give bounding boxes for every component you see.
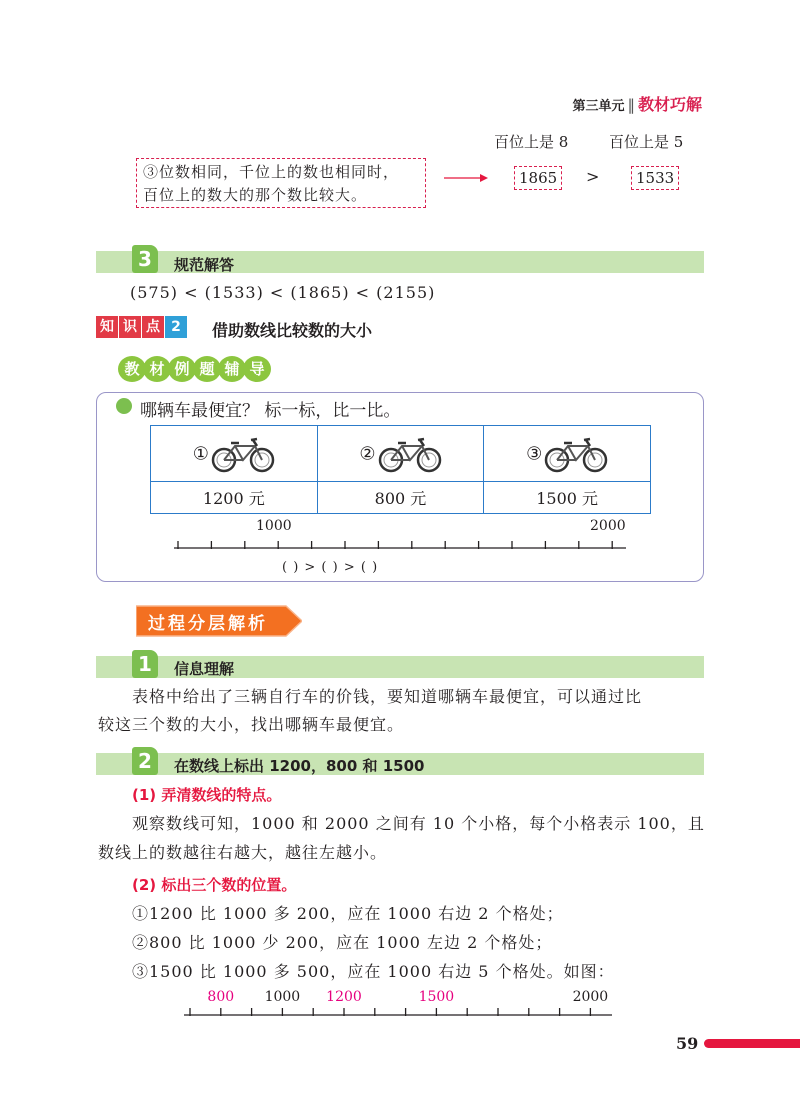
banner-char: 例: [168, 356, 196, 382]
banner-char: 材: [143, 356, 171, 382]
step1-line-1: 表格中给出了三辆自行车的价钱，要知道哪辆车最便宜，可以通过比: [132, 687, 643, 706]
step2-item-2: ②800 比 1000 少 200，应在 1000 左边 2 个格处；: [132, 933, 553, 952]
knowledge-char: 识: [119, 316, 141, 338]
knowledge-char: 知: [96, 316, 118, 338]
banner-char: 导: [243, 356, 271, 382]
numline-label: 1000: [264, 989, 301, 1005]
header-separator: ‖: [627, 96, 635, 114]
bike-cell: [484, 426, 651, 482]
rule-line-1: 位数相同，千位上的数也相同时，: [159, 163, 400, 181]
section3-title: 规范解答: [174, 256, 235, 274]
numline-label-2000: 2000: [590, 518, 626, 534]
step2-sub1-line-1: 观察数线可知，1000 和 2000 之间有 10 个小格，每个小格表示 100，且: [132, 814, 705, 833]
order-blanks: ( ) > ( ) > ( ): [282, 560, 379, 575]
numline-label: 1200: [326, 989, 362, 1005]
step2-item-3: ③1500 比 1000 多 500，应在 1000 右边 5 个格处。如图：: [132, 962, 615, 981]
bike-marker: ①: [192, 443, 209, 464]
banner-char: 教: [118, 356, 146, 382]
page-number: 59: [676, 1034, 699, 1053]
numline-label: 2000: [572, 989, 609, 1005]
bike-marker: ②: [359, 443, 376, 464]
final-number-line: [180, 984, 620, 1024]
label-hundreds-8: 百位上是 8: [494, 133, 569, 151]
running-header: [572, 92, 702, 115]
step1-badge: 1: [132, 650, 158, 678]
section3-answer: (575) < (1533) < (1865) < (2155): [130, 283, 436, 302]
bicycle-icon: [378, 434, 442, 474]
number-box-right: 1533: [631, 166, 679, 190]
price-cell: 800 元: [317, 482, 484, 514]
header-title: 教材巧解: [637, 95, 702, 114]
numline-label: 800: [207, 989, 235, 1005]
step2-sub1-line-2: 数线上的数越往右越大，越往左越小。: [98, 843, 388, 862]
rule-box: [136, 158, 426, 208]
step2-sub2: (2) 标出三个数的位置。: [132, 876, 297, 894]
section3-badge: 3: [132, 245, 158, 273]
knowledge-point-label: [96, 316, 188, 340]
step2-item-1: ①1200 比 1000 多 200，应在 1000 右边 2 个格处；: [132, 904, 564, 923]
example-number-line: [170, 536, 630, 556]
banner-char: 题: [193, 356, 221, 382]
process-banner-text: 过程分层解析: [148, 614, 268, 634]
price-cell: 1200 元: [151, 482, 318, 514]
knowledge-char: 点: [142, 316, 164, 338]
rule-marker: ③: [143, 163, 160, 181]
price-cell: 1500 元: [484, 482, 651, 514]
bicycle-icon: [211, 434, 275, 474]
numline-label-1000: 1000: [256, 518, 292, 534]
greater-than-sign: >: [586, 167, 600, 186]
step2-title: 在数线上标出 1200，800 和 1500: [174, 757, 425, 775]
knowledge-title: 借助数线比较数的大小: [212, 321, 373, 340]
bike-cell: [151, 426, 318, 482]
rule-line-2: 百位上的数大的那个数比较大。: [143, 186, 368, 204]
bike-cell: [317, 426, 484, 482]
arrow-right-icon: [444, 172, 488, 184]
knowledge-number: 2: [165, 316, 187, 338]
number-box-left: 1865: [514, 166, 562, 190]
bicycle-icon: [544, 434, 608, 474]
label-hundreds-5: 百位上是 5: [609, 133, 684, 151]
question-dot-icon: [116, 398, 132, 414]
example-banner: [118, 356, 268, 382]
unit-label: 第三单元: [572, 99, 625, 114]
price-table: [150, 425, 651, 514]
step2-sub1: (1) 弄清数线的特点。: [132, 786, 282, 804]
example-question: 哪辆车最便宜？ 标一标，比一比。: [140, 401, 401, 421]
numline-label: 1500: [418, 989, 455, 1005]
step2-badge: 2: [132, 747, 158, 775]
bike-marker: ③: [526, 443, 543, 464]
step1-title: 信息理解: [174, 660, 235, 678]
banner-char: 辅: [218, 356, 246, 382]
step1-line-2: 较这三个数的大小，找出哪辆车最便宜。: [98, 715, 405, 734]
page-stripe: [704, 1039, 800, 1048]
